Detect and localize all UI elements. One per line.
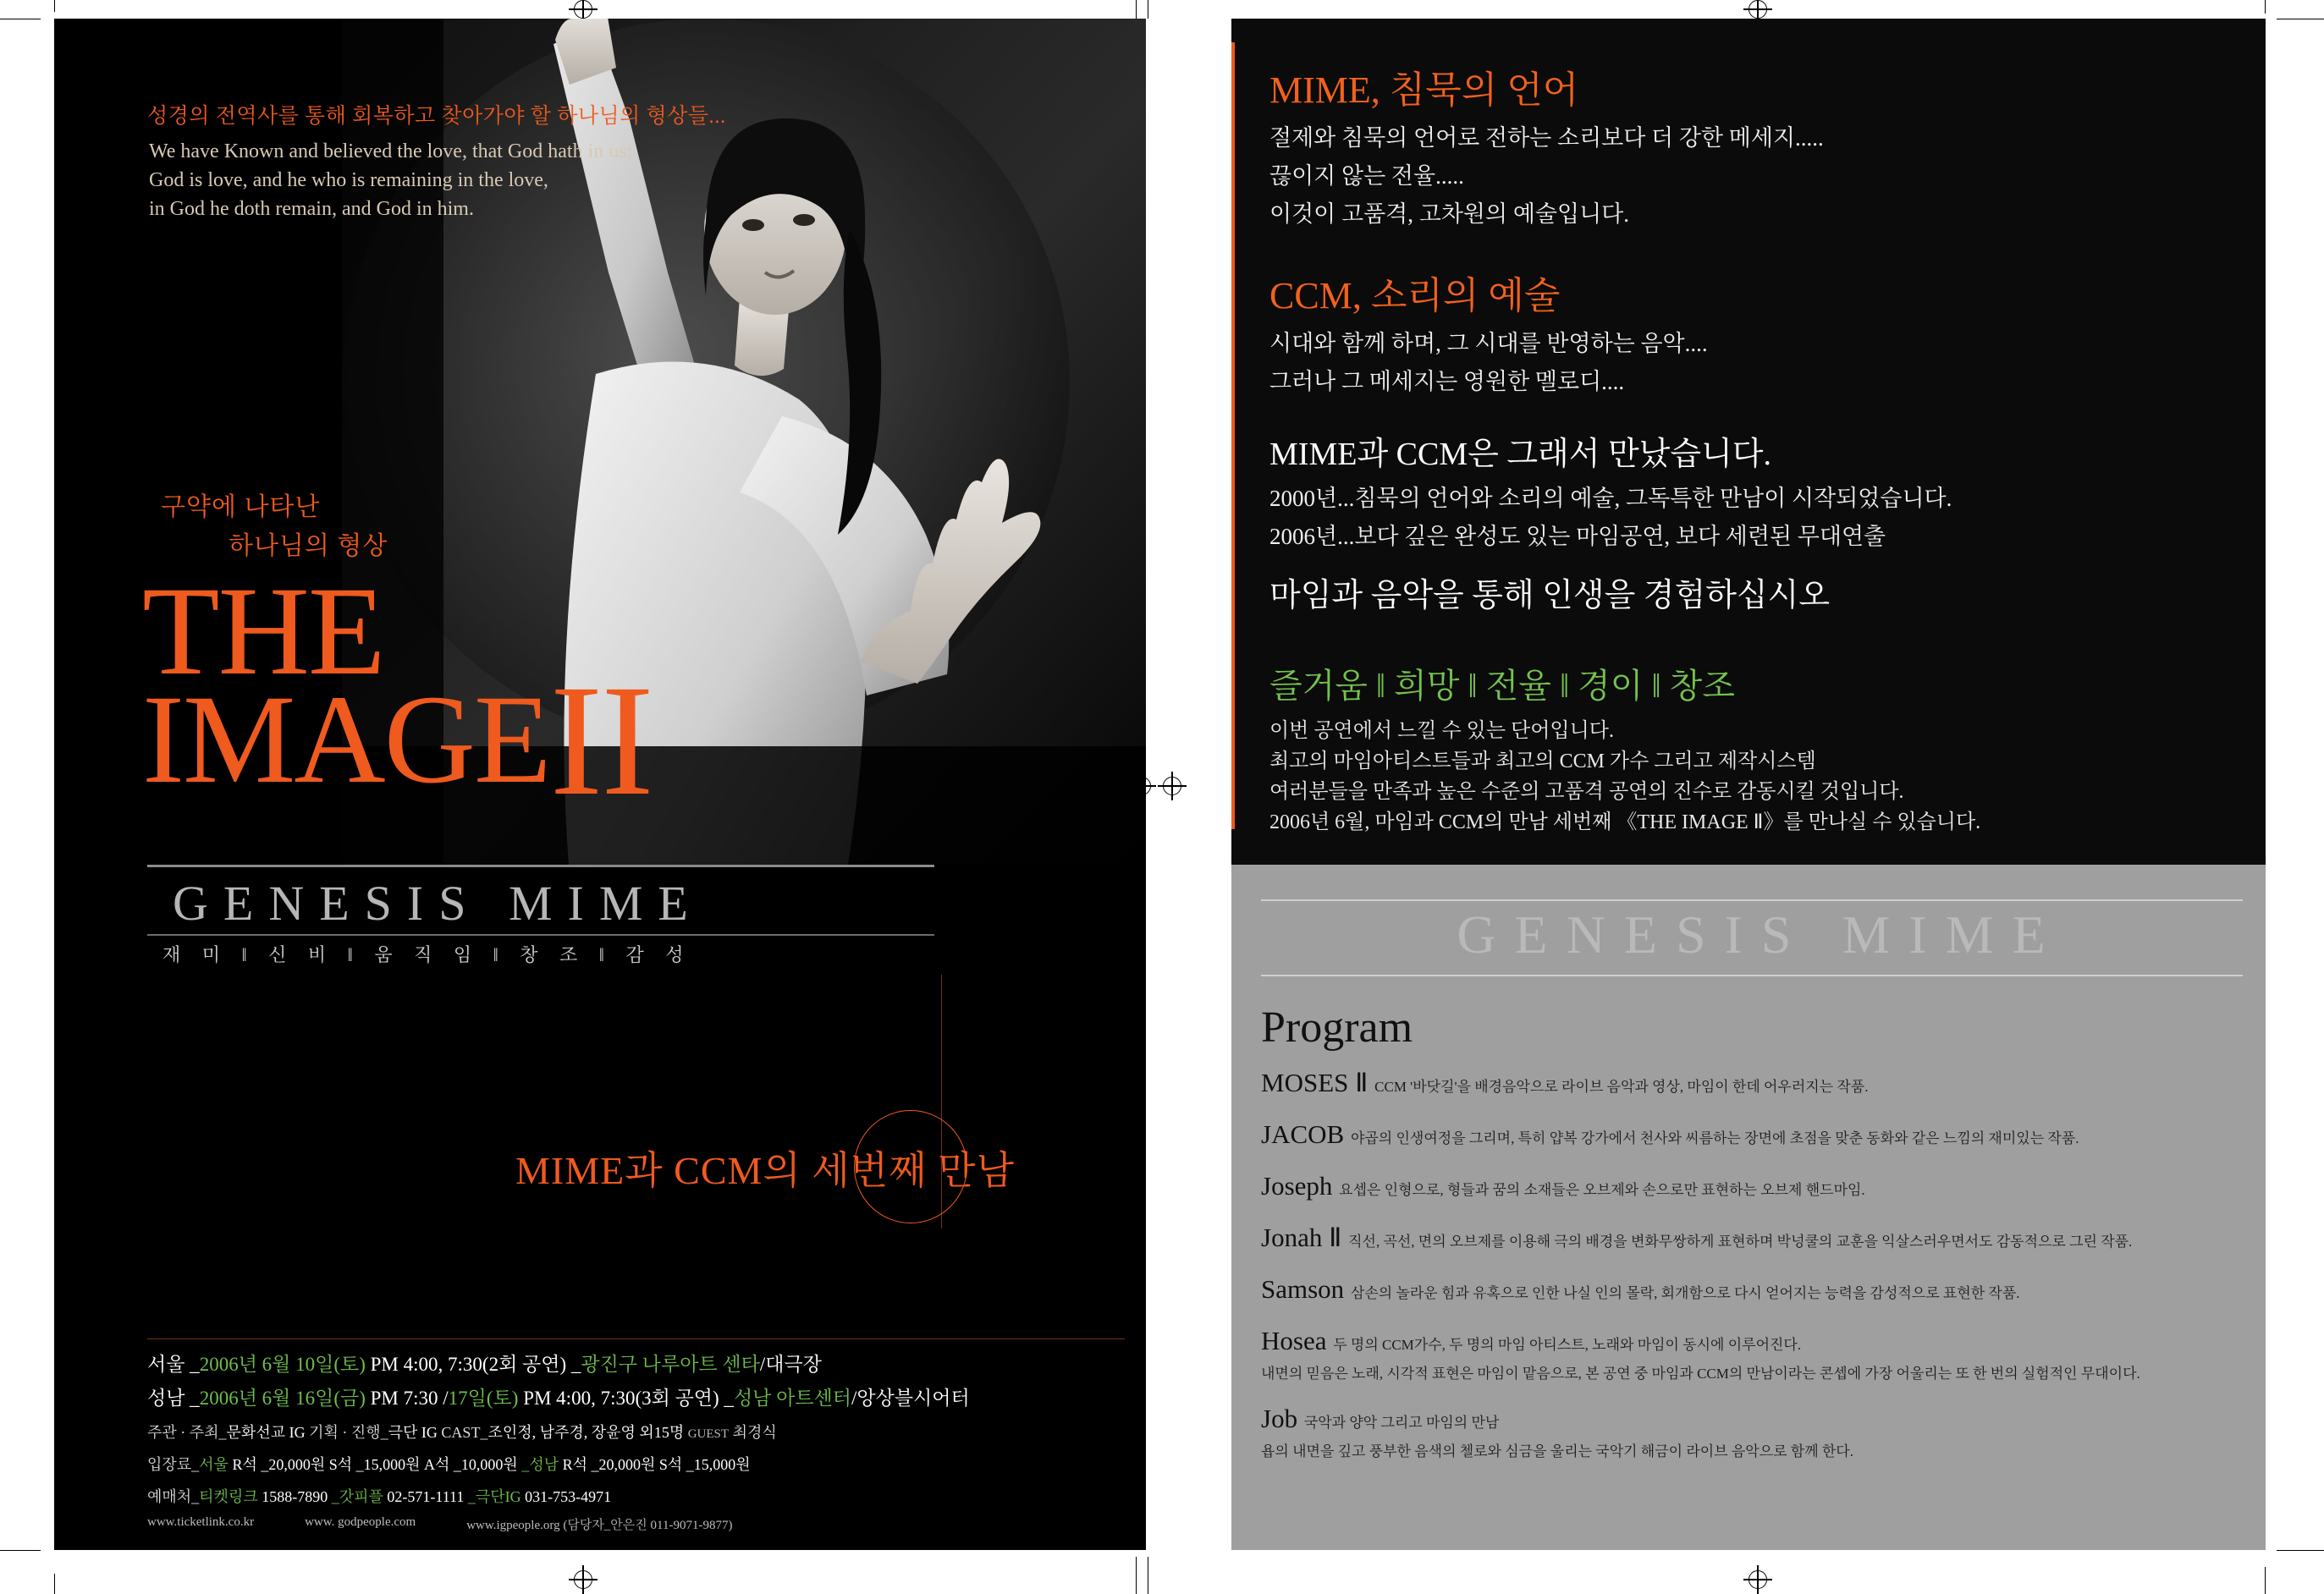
meeting-tagline: MIME과 CCM의 세번째 만남 [515,1149,1016,1192]
mime-text-2: 끊이지 않는 전율..... [1269,163,1464,189]
price-row [147,1453,1112,1475]
divider-bottom [147,934,934,936]
program-item-description: 삼손의 놀라운 힘과 유혹으로 인한 나실 인의 몰락, 회개함으로 다시 얻어지는 능력을 감성적으로 표현한 작품. [1350,1285,2020,1301]
verse-english-line-2: God is love, and he who is remaining in the love, [149,169,548,191]
credits-guest-label: GUEST [687,1427,730,1441]
ccm-text-1: 시대와 함께 하며, 그 시대를 반영하는 음악.... [1269,331,1708,356]
program-item [1261,1119,2251,1150]
program-item-description: 야곱의 인생여정을 그리며, 특히 얍복 강가에서 천사와 씨름하는 장면에 초점을 맞춘 동화와 같은 느낌의 재미있는 작품. [1350,1130,2079,1146]
price-seongnam-s: S석 _15,000원 [655,1456,751,1473]
title-line-1: THE [142,561,384,701]
keywords-text-1: 이번 공연에서 느낄 수 있는 단어입니다. [1269,720,1614,742]
credits-cast: 조인정, 남주경, 장윤영 외15명 [487,1424,685,1441]
divider-top [147,865,934,867]
url-ticketlink[interactable]: www.ticketlink.co.kr [147,1515,255,1529]
program-item-name: Samson [1261,1274,1351,1304]
registration-mark [569,1565,598,1594]
program-item-description: 직선, 곡선, 면의 오브제를 이용해 극의 배경을 변화무쌍하게 표현하며 박넝쿨의 교훈을 익살스러우면서도 감동적으로 그린 작품. [1348,1234,2133,1250]
seongnam-label: 성남 _ [147,1388,200,1409]
heading-meeting: MIME과 CCM은 그래서 만났습니다. [1269,437,1772,472]
program-item [1261,1068,2251,1098]
heading-experience: 마임과 음악을 통해 인생을 경험하십시오 [1269,578,1831,613]
credits-guest: 최경식 [732,1424,777,1441]
seongnam-time: PM 7:30 / [365,1388,449,1409]
ticket-vendor-1[interactable]: 티켓링크 [199,1488,258,1505]
title-word-image: IMAGE [142,669,550,810]
seongnam-hall: /앙상블시어터 [851,1388,970,1409]
credits-organizer-label: 주관 · 주최_ [147,1424,227,1441]
mime-text-1: 절제와 침묵의 언어로 전하는 소리보다 더 강한 메세지..... [1269,125,1824,151]
registration-mark [1743,1565,1772,1594]
program-item-description: 국악과 양악 그리고 마임의 만남 [1303,1415,1500,1431]
program-item [1261,1274,2251,1305]
credits-planner: 극단 IG [388,1424,438,1441]
crop-mark [2265,1567,2266,1594]
keywords-text-4: 2006년 6월, 마임과 CCM의 만남 세번째 《THE IMAGE Ⅱ》를 만나실 수 있습니다. [1269,811,1981,833]
info-seoul [147,1349,1112,1377]
crop-mark [1136,1557,1137,1594]
seongnam-time-2: PM 4:00, 7:30(3회 공연) _ [518,1388,734,1409]
heading-keywords: 즐거움 ‖ 희망 ‖ 전율 ‖ 경이 ‖ 창조 [1269,667,1735,705]
genesis-mime-watermark: GENESIS MIME [1457,904,2064,965]
keywords-strip: 재 미 ‖ 신 비 ‖ 움 직 임 ‖ 창 조 ‖ 감 성 [162,944,692,965]
meeting-text-1: 2000년...침묵의 언어와 소리의 예술, 그독특한 만남이 시작되었습니다. [1269,486,1952,511]
price-seoul-a: A석 _10,000원 [420,1456,518,1473]
credits-row [147,1421,1112,1443]
seongnam-date-2: 17일(토) [448,1388,519,1409]
program-item-name: JACOB [1261,1119,1351,1149]
mime-text-3: 이것이 고품격, 고차원의 예술입니다. [1269,201,1629,227]
verse-english [149,137,632,223]
program-item-subdescription: 내면의 믿음은 노래, 시각적 표현은 마임이 맡음으로, 본 공연 중 마임과 CCM의 만남이라는 콘셉에 가장 어울리는 또 한 번의 실험적인 무대이다. [1261,1366,2140,1382]
program-item-name: Jonah Ⅱ [1261,1223,1349,1252]
right-copy-block [1269,59,2234,838]
verse-korean: 성경의 전역사를 통해 회복하고 찾아가야 할 하나님의 형상들... [147,105,726,128]
crop-mark [54,0,55,12]
ticket-phone-2: 02-571-1111 [383,1488,465,1505]
ticket-vendor-2[interactable]: _갓피플 [331,1488,383,1505]
crop-mark [1136,0,1137,19]
program-item-name: Joseph [1261,1171,1340,1201]
heading-ccm: CCM, 소리의 예술 [1269,275,1561,316]
verse-english-line-3: in God he doth remain, and God in him. [149,198,474,220]
registration-mark [1158,772,1187,800]
credits-cast-label: CAST_ [441,1424,488,1441]
orange-accent-bar [1231,42,1235,829]
program-item-name: Hosea [1261,1326,1334,1355]
subtitle-line-2: 하나님의 형상 [229,532,388,560]
program-item [1261,1223,2251,1253]
poster-title [142,561,653,828]
price-label: 입장료_ [147,1456,200,1473]
title-numeral: II [549,651,653,828]
price-seoul-label: 서울 [199,1456,229,1473]
left-poster-panel [54,19,1146,1550]
program-list [1261,1068,2251,1481]
program-item-name: Job [1261,1404,1304,1433]
credits-organizer: 문화선교 IG [226,1424,306,1441]
horizontal-rule [147,1338,1125,1339]
price-seoul-r: R석 _20,000원 [228,1456,326,1473]
info-seongnam [147,1382,1112,1410]
url-igpeople[interactable]: www.igpeople.org [466,1519,560,1532]
genesis-mime-label: GENESIS MIME [173,876,703,931]
ticket-row [147,1485,1112,1507]
subtitle-korean [161,488,388,566]
seongnam-venue: 성남 아트센터 [733,1388,851,1409]
url-godpeople[interactable]: www. godpeople.com [305,1515,416,1529]
keywords-text-2: 최고의 마임아티스트들과 최고의 CCM 가수 그리고 제작시스템 [1269,750,1816,772]
ticket-phone-3: 031-753-4971 [520,1488,612,1505]
seoul-date: 2006년 6월 10일(토) [199,1354,366,1375]
heading-mime: MIME, 침묵의 언어 [1269,69,1579,111]
ticket-phone-1: 1588-7890 [257,1488,328,1505]
seoul-label: 서울 _ [147,1354,200,1375]
program-item-description: 요셉은 인형으로, 형들과 꿈의 소재들은 오브제와 손으로만 표현하는 오브제 핸드마임. [1339,1182,1865,1198]
program-item [1261,1326,2251,1382]
program-item-description: CCM '바닷길'을 배경음악으로 라이브 음악과 영상, 마임이 한데 어우러지는 작품. [1374,1079,1869,1095]
seongnam-date: 2006년 6월 16일(금) [199,1388,366,1409]
crop-mark [2265,0,2266,14]
ccm-text-2: 그러나 그 메세지는 영원한 멜로디.... [1269,369,1625,394]
crop-mark [54,1574,55,1594]
program-item [1261,1171,2251,1201]
url-igpeople-wrap [466,1515,732,1533]
program-item-subdescription: 욥의 내면을 깊고 풍부한 음색의 첼로와 심금을 울리는 국악기 해금이 라이브 음악으로 함께 한다. [1261,1443,1853,1459]
performance-info [147,1349,1112,1533]
price-seongnam-r: R석 _20,000원 [559,1456,656,1473]
subtitle-line-1: 구약에 나타난 [161,493,321,521]
meeting-text-2: 2006년...보다 깊은 완성도 있는 마임공연, 보다 세련된 무대연출 [1269,524,1886,549]
program-item [1261,1404,2251,1460]
crop-mark [0,1550,41,1551]
price-seoul-s: S석 _15,000원 [325,1456,421,1473]
url-row [147,1515,1112,1533]
program-heading: Program [1261,1003,1413,1052]
program-divider-top [1261,899,2243,901]
ticket-label: 예매처_ [147,1488,200,1505]
seoul-time: PM 4:00, 7:30(2회 공연) _ [365,1354,581,1375]
credits-planner-label: 기획 · 진행_ [309,1424,388,1441]
program-item-description: 두 명의 CCM가수, 두 명의 마임 아티스트, 노래와 마임이 동시에 이루어진다. [1333,1337,1802,1353]
keywords-text-3: 여러분들을 만족과 높은 수준의 고품격 공연의 진수로 감동시킬 것입니다. [1269,781,1904,803]
crop-mark [2277,1550,2324,1551]
seoul-venue: 광진구 나루아트 센타 [581,1354,760,1375]
ticket-vendor-3[interactable]: _극단IG [467,1488,521,1505]
price-seongnam-label: _성남 [521,1456,559,1473]
program-item-name: MOSES Ⅱ [1261,1068,1375,1097]
seoul-hall: /대극장 [759,1354,822,1375]
title-line-2 [142,651,653,828]
program-divider-bottom [1261,975,2243,976]
contact-note: (담당자_안은진 011-9071-9877) [563,1519,733,1532]
verse-english-line-1: We have Known and believed the love, that God hath in us; [149,140,633,162]
